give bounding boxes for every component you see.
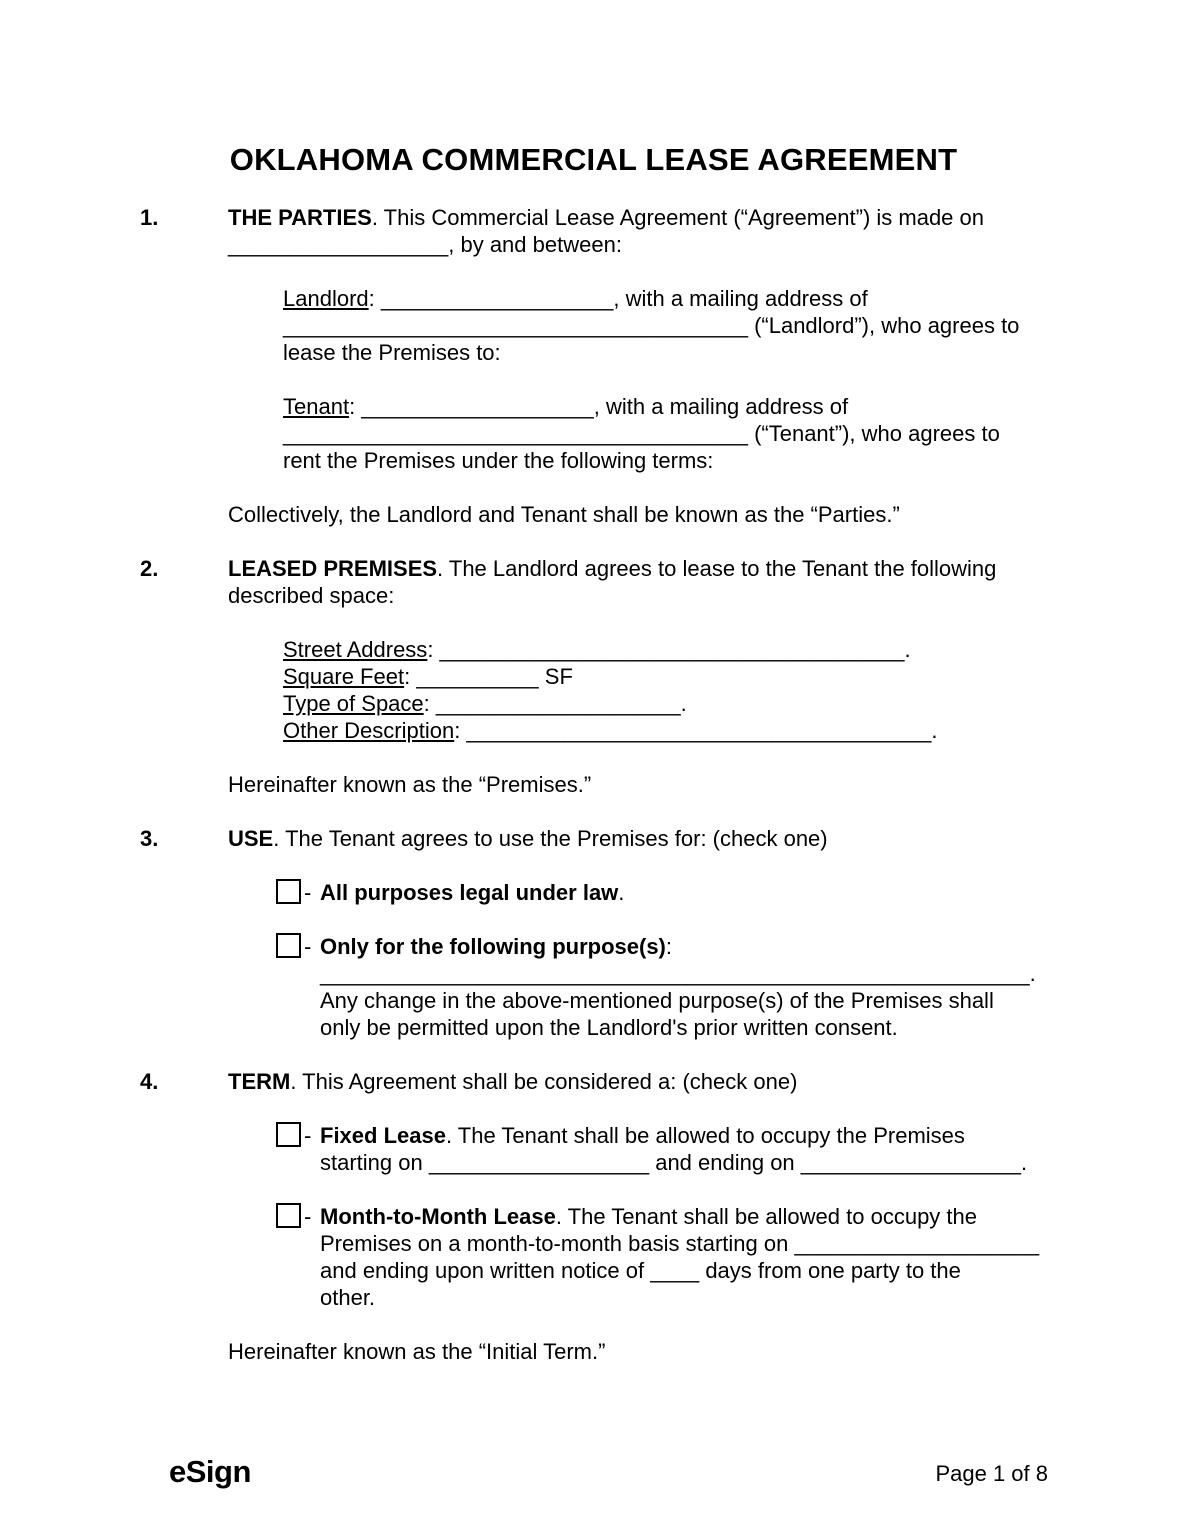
document-content [140, 143, 1047, 1365]
section-number-2: 2. [140, 556, 159, 581]
landlord-paragraph [140, 285, 1047, 366]
tenant-colon: : [349, 394, 362, 419]
spacer [140, 528, 1047, 555]
section-number-1: 1. [140, 205, 159, 230]
purpose-blank-line [320, 960, 1047, 987]
purpose-note-1: Any change in the above-mentioned purpose(s) of the Premises shall [320, 988, 994, 1013]
checkbox-wrap [276, 879, 311, 906]
collectively-line [228, 501, 1047, 528]
specific-purpose-label: Only for the following purpose(s) [320, 934, 666, 959]
square-feet-row [283, 663, 1047, 690]
section-use [140, 825, 1047, 852]
other-description-colon: : [454, 718, 467, 743]
all-purposes-suffix: . [618, 880, 625, 905]
landlord-text-2: (“Landlord”), who agrees to [747, 313, 1020, 338]
fixed-end-date-blank[interactable]: __________________ [800, 1150, 1022, 1175]
spacer [140, 1176, 1047, 1203]
street-address-label: Street Address [283, 637, 428, 662]
fixed-lease-text: . The Tenant shall be allowed to occupy the Premises [445, 1123, 965, 1148]
spacer [140, 1095, 1047, 1122]
term-option-fixed-lease [140, 1122, 1047, 1176]
page-number: Page 1 of 8 [935, 1461, 1048, 1486]
street-address-row [283, 636, 1047, 663]
purpose-suffix: . [1029, 961, 1036, 986]
landlord-colon: : [368, 286, 381, 311]
section-heading-parties: THE PARTIES [228, 205, 372, 230]
spacer [140, 366, 1047, 393]
hereinafter-initial-term-text: Hereinafter known as the “Initial Term.” [228, 1339, 606, 1364]
leased-premises-text-2: described space: [228, 583, 395, 608]
section-leased-premises [140, 555, 1047, 609]
term-text: . This Agreement shall be considered a: (check one) [290, 1069, 798, 1094]
parties-text-2: , by and between: [448, 232, 622, 257]
all-purposes-label: All purposes legal under law [320, 880, 619, 905]
type-of-space-colon: : [423, 691, 436, 716]
spacer [140, 474, 1047, 501]
section-term [140, 1068, 1047, 1095]
hereinafter-premises-line [228, 771, 1047, 798]
use-option-all-purposes [140, 879, 1047, 906]
tenant-text-3: rent the Premises under the following terms: [283, 448, 714, 473]
fixed-lease-text-3: and ending on [649, 1150, 801, 1175]
checkbox-dash: - [304, 1204, 312, 1229]
type-of-space-row [283, 690, 1047, 717]
spacer [140, 852, 1047, 879]
month-to-month-text-5: other. [320, 1285, 376, 1310]
spacer [140, 258, 1047, 285]
square-feet-blank[interactable]: __________ [416, 664, 539, 689]
square-feet-label: Square Feet [283, 664, 405, 689]
tenant-text-2: (“Tenant”), who agrees to [747, 421, 1000, 446]
landlord-address-blank[interactable]: ______________________________________ [283, 313, 748, 338]
checkbox-month-to-month[interactable] [276, 1203, 301, 1228]
collectively-text: Collectively, the Landlord and Tenant shall be known as the “Parties.” [228, 502, 900, 527]
landlord-text-1: , with a mailing address of [613, 286, 868, 311]
section-number-3: 3. [140, 826, 159, 851]
fixed-lease-suffix: . [1021, 1150, 1028, 1175]
hereinafter-premises-text: Hereinafter known as the “Premises.” [228, 772, 592, 797]
street-address-blank[interactable]: ______________________________________ [439, 637, 905, 662]
type-of-space-label: Type of Space [283, 691, 424, 716]
spacer [140, 906, 1047, 933]
use-text: . The Tenant agrees to use the Premises for: (check one) [273, 826, 828, 851]
tenant-address-blank[interactable]: ______________________________________ [283, 421, 748, 446]
premises-fields [140, 636, 1047, 744]
section-heading-leased-premises: LEASED PREMISES [228, 556, 438, 581]
checkbox-wrap [276, 1122, 311, 1149]
square-feet-colon: : [404, 664, 417, 689]
street-address-suffix: . [904, 637, 911, 662]
checkbox-specific-purpose[interactable] [276, 933, 301, 958]
month-to-month-text: . The Tenant shall be allowed to occupy the [555, 1204, 977, 1229]
fixed-lease-label: Fixed Lease [320, 1123, 446, 1148]
type-of-space-blank[interactable]: ____________________ [435, 691, 681, 716]
tenant-name-blank[interactable]: ___________________ [361, 394, 594, 419]
parties-line-1 [228, 204, 1047, 231]
checkbox-dash: - [304, 880, 312, 905]
specific-purpose-suffix: : [665, 934, 673, 959]
section-parties [140, 204, 1047, 258]
section-number-4: 4. [140, 1069, 159, 1094]
spacer [140, 798, 1047, 825]
spacer [140, 609, 1047, 636]
other-description-suffix: . [931, 718, 938, 743]
month-to-month-text-3: and ending upon written notice of [320, 1258, 651, 1283]
landlord-label: Landlord [283, 286, 369, 311]
tenant-paragraph [140, 393, 1047, 474]
purpose-note-2: only be permitted upon the Landlord's prior written consent. [320, 1015, 898, 1040]
purpose-blank[interactable]: __________________________________________________________ [320, 961, 1030, 986]
spacer [140, 1311, 1047, 1338]
term-option-month-to-month [140, 1203, 1047, 1311]
month-to-month-text-2: Premises on a month-to-month basis starting on [320, 1231, 795, 1256]
esign-logo: eSign [169, 1454, 251, 1489]
checkbox-all-purposes[interactable] [276, 879, 301, 904]
tenant-label: Tenant [283, 394, 350, 419]
document-title: OKLAHOMA COMMERCIAL LEASE AGREEMENT [229, 142, 958, 177]
landlord-text-3: lease the Premises to: [283, 340, 501, 365]
other-description-row [283, 717, 1047, 744]
parties-text: . This Commercial Lease Agreement (“Agreement”) is made on [371, 205, 985, 230]
landlord-name-blank[interactable]: ___________________ [380, 286, 614, 311]
spacer [140, 744, 1047, 771]
agreement-date-blank[interactable]: __________________ [228, 232, 449, 257]
parties-line-2 [228, 231, 1047, 258]
type-of-space-suffix: . [680, 691, 687, 716]
checkbox-fixed-lease[interactable] [276, 1122, 301, 1147]
section-heading-term: TERM [228, 1069, 291, 1094]
street-address-colon: : [427, 637, 440, 662]
use-option-specific-purpose [140, 933, 1047, 960]
fixed-lease-text-2: starting on [320, 1150, 429, 1175]
square-feet-suffix: SF [538, 664, 573, 689]
section-heading-use: USE [228, 826, 274, 851]
spacer [140, 1041, 1047, 1068]
other-description-blank[interactable]: ______________________________________ [466, 718, 932, 743]
leased-premises-text: . The Landlord agrees to lease to the Tenant the following [437, 556, 997, 581]
checkbox-dash: - [304, 1123, 312, 1148]
mtm-notice-days-blank[interactable]: ____ [650, 1258, 700, 1283]
hereinafter-initial-term-line [228, 1338, 1047, 1365]
fixed-start-date-blank[interactable]: __________________ [428, 1150, 650, 1175]
checkbox-wrap [276, 1203, 311, 1230]
month-to-month-text-4: days from one party to the [699, 1258, 961, 1283]
checkbox-dash: - [304, 934, 312, 959]
checkbox-wrap [276, 933, 311, 960]
month-to-month-label: Month-to-Month Lease [320, 1204, 556, 1229]
mtm-start-date-blank[interactable]: ____________________ [794, 1231, 1040, 1256]
tenant-text-1: , with a mailing address of [593, 394, 849, 419]
other-description-label: Other Description [283, 718, 455, 743]
